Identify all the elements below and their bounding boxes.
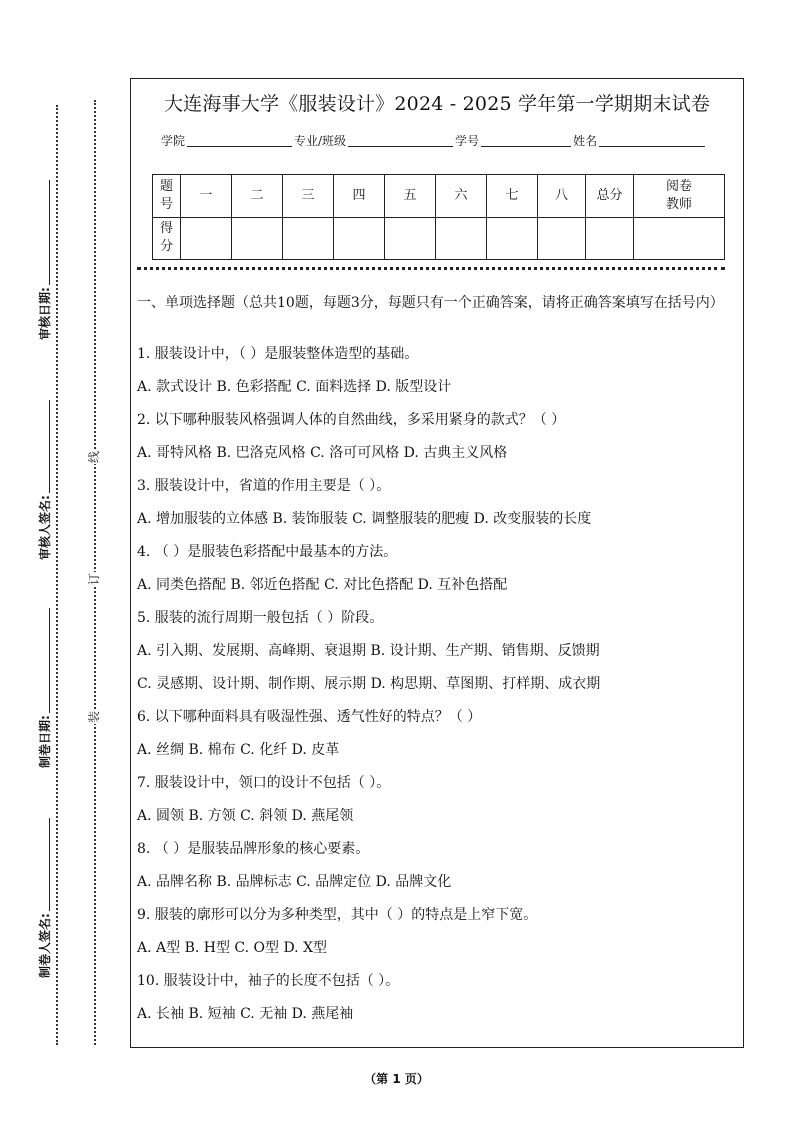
student-info-row	[161, 132, 707, 149]
answers-5b: C. 灵感期、设计期、制作期、展示期 D. 构思期、草图期、打样期、成衣期	[137, 676, 601, 692]
col-7: 七	[487, 175, 538, 218]
answers-9: A. A型 B. H型 C. O型 D. X型	[137, 940, 328, 956]
college-label: 学院	[161, 134, 186, 148]
score-cell-3[interactable]	[283, 217, 334, 260]
page-number: （第 1 页）	[364, 1072, 429, 1086]
bind-char-xian: 线	[87, 451, 101, 464]
review-date-field	[37, 180, 53, 340]
question-2: 2. 以下哪种服装风格强调人体的自然曲线，多采用紧身的款式？（ ）	[137, 412, 566, 428]
question-10: 10. 服装设计中，袖子的长度不包括（ ）。	[137, 973, 400, 989]
answers-4: A. 同类色搭配 B. 邻近色搭配 C. 对比色搭配 D. 互补色搭配	[137, 577, 508, 593]
review-date-line	[41, 180, 50, 285]
name-blank[interactable]	[599, 145, 705, 147]
score-table-header-row	[153, 175, 725, 218]
exam-title: 大连海事大学《服装设计》2024 - 2025 学年第一学期期末试卷	[163, 93, 711, 115]
answers-8: A. 品牌名称 B. 品牌标志 C. 品牌定位 D. 品牌文化	[137, 874, 452, 890]
col-3: 三	[283, 175, 334, 218]
score-table-score-row	[153, 217, 725, 260]
section-heading: 一、单项选择题（总共10题，每题3分，每题只有一个正确答案，请将正确答案填写在括号内）	[137, 295, 724, 311]
college-blank[interactable]	[187, 145, 292, 147]
score-cell-6[interactable]	[436, 217, 487, 260]
question-7: 7. 服装设计中，领口的设计不包括（ ）。	[137, 775, 391, 791]
student-id-label: 学号	[455, 134, 480, 148]
answers-1: A. 款式设计 B. 色彩搭配 C. 面料选择 D. 版型设计	[137, 379, 452, 395]
score-table	[152, 174, 725, 260]
col-8: 八	[538, 175, 586, 218]
answers-5a: A. 引入期、发展期、高峰期、衰退期 B. 设计期、生产期、销售期、反馈期	[137, 643, 600, 659]
score-cell-4[interactable]	[334, 217, 385, 260]
score-cell-total[interactable]	[586, 217, 634, 260]
score-cell-7[interactable]	[487, 217, 538, 260]
review-date-label: 审核日期:	[38, 287, 52, 340]
reviewer-signature-field	[37, 400, 53, 560]
question-6: 6. 以下哪种面料具有吸湿性强、透气性好的特点？（ ）	[137, 709, 482, 725]
question-4: 4. （ ）是服装色彩搭配中最基本的方法。	[137, 544, 398, 560]
col-reviewer: 阅卷 教师	[634, 175, 725, 218]
question-8: 8. （ ）是服装品牌形象的核心要素。	[137, 841, 370, 857]
exam-maker-signature-line	[41, 818, 50, 911]
score-cell-5[interactable]	[385, 217, 436, 260]
question-5: 5. 服装的流行周期一般包括（ ）阶段。	[137, 610, 384, 626]
exam-made-date-field	[37, 608, 53, 768]
col-5: 五	[385, 175, 436, 218]
col-2: 二	[232, 175, 283, 218]
question-9: 9. 服装的廓形可以分为多种类型，其中（ ）的特点是上窄下宽。	[137, 907, 538, 923]
name-label: 姓名	[573, 134, 598, 148]
col-6: 六	[436, 175, 487, 218]
exam-maker-signature-field	[37, 818, 53, 978]
exam-made-date-label: 制卷日期:	[38, 715, 52, 768]
question-number-label: 题 号	[153, 175, 181, 218]
answers-6: A. 丝绸 B. 棉布 C. 化纤 D. 皮革	[137, 742, 340, 758]
reviewer-signature-line	[41, 400, 50, 493]
col-1: 一	[181, 175, 232, 218]
dotted-separator	[137, 267, 725, 270]
left-dotted-line	[56, 105, 58, 1045]
question-1: 1. 服装设计中，（ ）是服装整体造型的基础。	[137, 346, 419, 362]
exam-maker-signature-label: 制卷人签名:	[38, 913, 52, 978]
score-cell-reviewer[interactable]	[634, 217, 725, 260]
col-4: 四	[334, 175, 385, 218]
answers-3: A. 增加服装的立体感 B. 装饰服装 C. 调整服装的肥瘦 D. 改变服装的长度	[137, 511, 592, 527]
major-label: 专业/班级	[294, 134, 347, 148]
score-cell-8[interactable]	[538, 217, 586, 260]
student-id-blank[interactable]	[481, 145, 571, 147]
score-cell-2[interactable]	[232, 217, 283, 260]
exam-frame	[130, 78, 744, 1048]
reviewer-signature-label: 审核人签名:	[38, 495, 52, 560]
score-cell-1[interactable]	[181, 217, 232, 260]
bind-char-ding: 订	[87, 573, 101, 586]
col-total: 总分	[586, 175, 634, 218]
bind-char-zhuang: 装	[87, 711, 101, 724]
answers-7: A. 圆领 B. 方领 C. 斜领 D. 燕尾领	[137, 808, 354, 824]
major-blank[interactable]	[348, 145, 453, 147]
question-3: 3. 服装设计中，省道的作用主要是（ ）。	[137, 478, 391, 494]
answers-10: A. 长袖 B. 短袖 C. 无袖 D. 燕尾袖	[137, 1006, 354, 1022]
answers-2: A. 哥特风格 B. 巴洛克风格 C. 洛可可风格 D. 古典主义风格	[137, 445, 508, 461]
score-label: 得 分	[153, 217, 181, 260]
exam-made-date-line	[41, 608, 50, 713]
